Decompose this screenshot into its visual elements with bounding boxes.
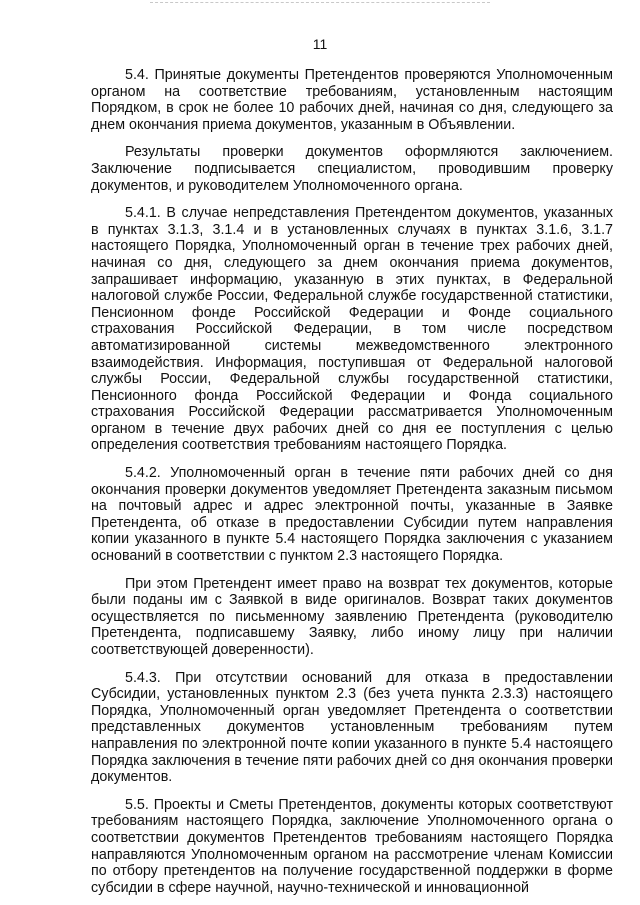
document-body [91,67,613,896]
page-number: 11 [312,36,328,52]
paragraph-5-4: 5.4. Принятые документы Претендентов проверяются Уполномоченным органом на соответствие требованиям, установленным настоящим Порядком, в срок не более 10 рабочих дней, начиная со дня, следующего за днем окончания приема документов, указанным в Объявлении. [91,67,613,133]
paragraph-5-4-1: 5.4.1. В случае непредставления Претендентом документов, указанных в пунктах 3.1.3, 3.1.4 и в установленных случаях в пунктах 3.1.6, 3.1.7 настоящего Порядка, Уполномоченный орган в течение трех рабочих дней, начиная со дня, следующего за днем окончания приема документов, запрашивает информацию, указанную в этих пунктах, в Федеральной налоговой службе России, Федеральной службе государственной статистики, Пенсионном фонде Российской Федерации и Фонде социального страхования Российской Федерации, в том числе посредством автоматизированной системы межведомственного электронного взаимодействия. Информация, поступившая от Федеральной налоговой службы России, Федеральной службы государственной статистики, Пенсионного фонда Российской Федерации и Фонда социального страхования Российской Федерации рассматривается Уполномоченным органом в течение двух рабочих дней со дня ее поступления с целью определения соответствия требованиям настоящего Порядка. [91,205,613,454]
paragraph-5-5: 5.5. Проекты и Сметы Претендентов, документы которых соответствуют требованиям настоящего Порядка, заключение Уполномоченного органа о соответствии документов Претендентов требованиям настоящего Порядка направляются Уполномоченным органом на рассмотрение членам Комиссии по отбору претендентов на получение государственной поддержки в форме субсидии в сфере научной, научно-технической и инновационной [91,796,613,896]
paragraph-check-results: Результаты проверки документов оформляются заключением. Заключение подписывается специалистом, проводившим проверку документов, и руководителем Уполномоченного органа. [91,144,613,194]
paragraph-5-4-2: 5.4.2. Уполномоченный орган в течение пяти рабочих дней со дня окончания проверки документов уведомляет Претендента заказным письмом на почтовый адрес и адрес электронной почты, указанные в Заявке Претендента, об отказе в предоставлении Субсидии путем направления копии указанного в пункте 5.4 настоящего Порядка заключения с указанием оснований в соответствии с пунктом 2.3 настоящего Порядка. [91,465,613,565]
scan-edge-artifact [150,2,490,6]
paragraph-5-4-3: 5.4.3. При отсутствии оснований для отказа в предоставлении Субсидии, установленных пунктом 2.3 (без учета пункта 2.3.3) настоящего Порядка, Уполномоченный орган уведомляет Претендента о соответствии представленных документов установленным требованиям путем направления по электронной почте копии указанного в пункте 5.4 настоящего Порядка заключения в течение пяти рабочих дней со дня окончания проверки документов. [91,669,613,786]
paragraph-document-return: При этом Претендент имеет право на возврат тех документов, которые были поданы им с Заявкой в виде оригиналов. Возврат таких документов осуществляется по письменному заявлению Претендента (руководителю Претендента, подписавшему Заявку, либо иному лицу при наличии соответствующей доверенности). [91,575,613,658]
